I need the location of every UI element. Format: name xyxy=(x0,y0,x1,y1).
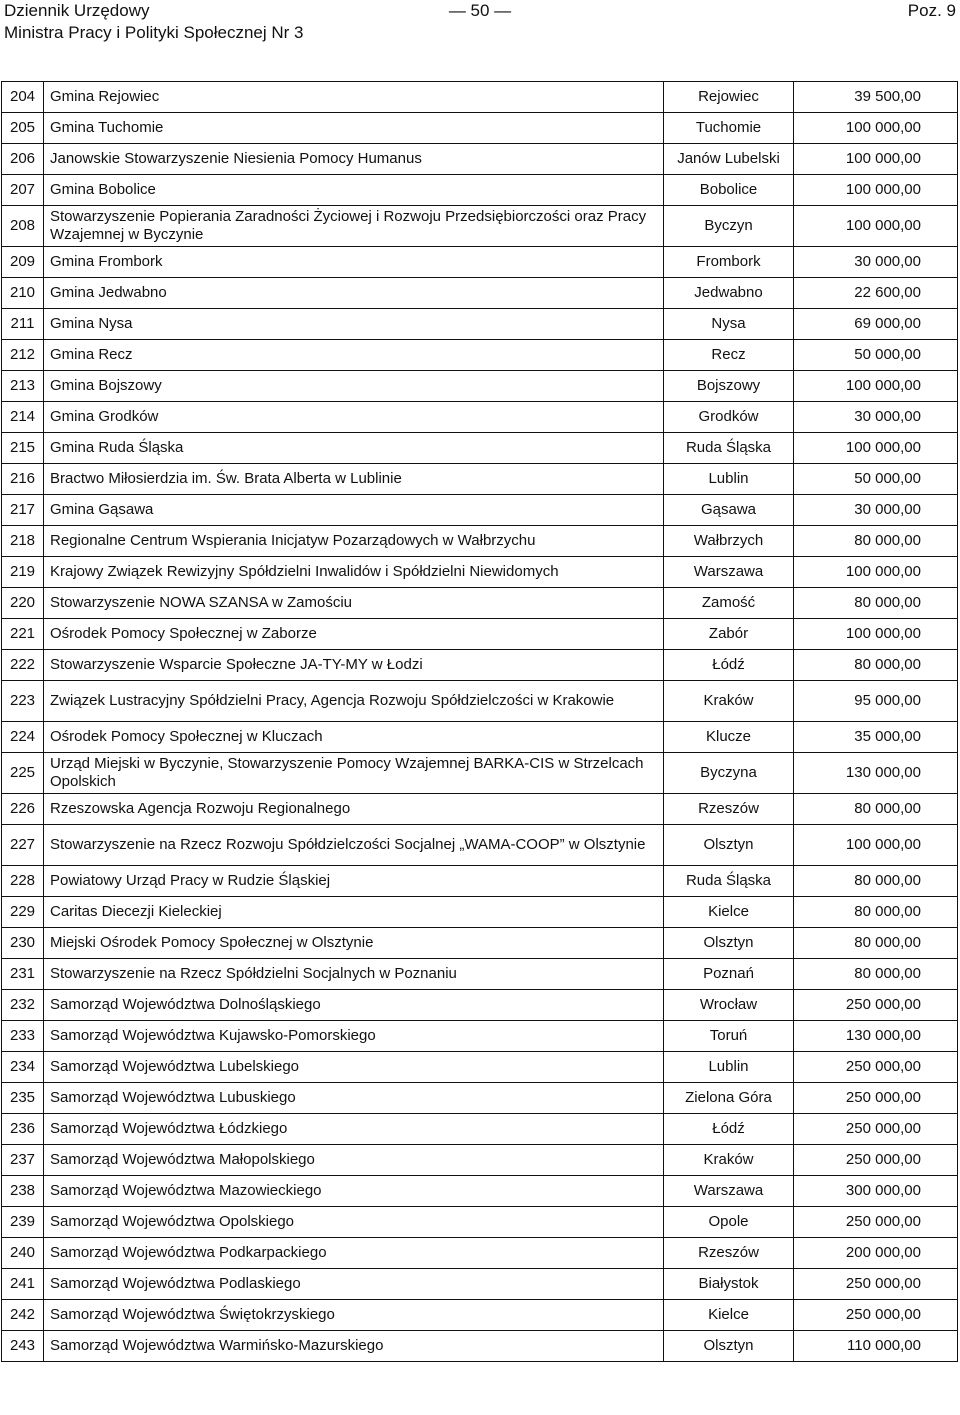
grant-amount: 100 000,00 xyxy=(794,557,958,588)
city-name: Frombork xyxy=(664,247,794,278)
table-row xyxy=(2,340,958,371)
row-number: 210 xyxy=(2,278,44,309)
organisation-name: Gmina Rejowiec xyxy=(44,82,664,113)
grant-amount: 100 000,00 xyxy=(794,113,958,144)
city-name: Janów Lubelski xyxy=(664,144,794,175)
row-number: 222 xyxy=(2,650,44,681)
row-number: 208 xyxy=(2,206,44,247)
table-row xyxy=(2,1238,958,1269)
table-row xyxy=(2,1269,958,1300)
grant-amount: 30 000,00 xyxy=(794,402,958,433)
table-row xyxy=(2,959,958,990)
table-row xyxy=(2,1176,958,1207)
table-row xyxy=(2,1114,958,1145)
grant-amount: 80 000,00 xyxy=(794,588,958,619)
organisation-name: Gmina Gąsawa xyxy=(44,495,664,526)
table-row xyxy=(2,495,958,526)
city-name: Bojszowy xyxy=(664,371,794,402)
city-name: Bobolice xyxy=(664,175,794,206)
organisation-name: Ośrodek Pomocy Społecznej w Zaborze xyxy=(44,619,664,650)
table-row xyxy=(2,722,958,753)
row-number: 240 xyxy=(2,1238,44,1269)
organisation-name: Samorząd Województwa Kujawsko-Pomorskiego xyxy=(44,1021,664,1052)
table-row xyxy=(2,175,958,206)
city-name: Poznań xyxy=(664,959,794,990)
organisation-name: Gmina Recz xyxy=(44,340,664,371)
row-number: 238 xyxy=(2,1176,44,1207)
row-number: 241 xyxy=(2,1269,44,1300)
table-row xyxy=(2,1021,958,1052)
grant-amount: 50 000,00 xyxy=(794,464,958,495)
grant-amount: 100 000,00 xyxy=(794,825,958,866)
grant-amount: 250 000,00 xyxy=(794,1300,958,1331)
city-name: Lublin xyxy=(664,1052,794,1083)
table-row xyxy=(2,619,958,650)
table-row xyxy=(2,1300,958,1331)
city-name: Olsztyn xyxy=(664,825,794,866)
table-row xyxy=(2,897,958,928)
city-name: Nysa xyxy=(664,309,794,340)
city-name: Toruń xyxy=(664,1021,794,1052)
grant-amount: 100 000,00 xyxy=(794,175,958,206)
city-name: Rzeszów xyxy=(664,794,794,825)
organisation-name: Samorząd Województwa Małopolskiego xyxy=(44,1145,664,1176)
row-number: 220 xyxy=(2,588,44,619)
organisation-name: Gmina Bobolice xyxy=(44,175,664,206)
organisation-name: Stowarzyszenie NOWA SZANSA w Zamościu xyxy=(44,588,664,619)
grant-amount: 35 000,00 xyxy=(794,722,958,753)
organisation-name: Gmina Grodków xyxy=(44,402,664,433)
city-name: Opole xyxy=(664,1207,794,1238)
row-number: 226 xyxy=(2,794,44,825)
grant-amount: 100 000,00 xyxy=(794,144,958,175)
city-name: Zielona Góra xyxy=(664,1083,794,1114)
table-row xyxy=(2,402,958,433)
grant-amount: 50 000,00 xyxy=(794,340,958,371)
row-number: 225 xyxy=(2,753,44,794)
grant-amount: 69 000,00 xyxy=(794,309,958,340)
grant-amount: 110 000,00 xyxy=(794,1331,958,1362)
grant-amount: 100 000,00 xyxy=(794,433,958,464)
grant-amount: 250 000,00 xyxy=(794,1114,958,1145)
table-row xyxy=(2,278,958,309)
city-name: Klucze xyxy=(664,722,794,753)
row-number: 236 xyxy=(2,1114,44,1145)
grant-amount: 250 000,00 xyxy=(794,990,958,1021)
grant-amount: 300 000,00 xyxy=(794,1176,958,1207)
row-number: 211 xyxy=(2,309,44,340)
organisation-name: Rzeszowska Agencja Rozwoju Regionalnego xyxy=(44,794,664,825)
organisation-name: Krajowy Związek Rewizyjny Spółdzielni Inwalidów i Spółdzielni Niewidomych xyxy=(44,557,664,588)
grant-amount: 80 000,00 xyxy=(794,526,958,557)
city-name: Warszawa xyxy=(664,557,794,588)
table-row xyxy=(2,794,958,825)
row-number: 215 xyxy=(2,433,44,464)
organisation-name: Gmina Tuchomie xyxy=(44,113,664,144)
row-number: 216 xyxy=(2,464,44,495)
row-number: 234 xyxy=(2,1052,44,1083)
row-number: 205 xyxy=(2,113,44,144)
organisation-name: Ośrodek Pomocy Społecznej w Kluczach xyxy=(44,722,664,753)
city-name: Ruda Śląska xyxy=(664,866,794,897)
row-number: 214 xyxy=(2,402,44,433)
grant-amount: 200 000,00 xyxy=(794,1238,958,1269)
organisation-name: Samorząd Województwa Podkarpackiego xyxy=(44,1238,664,1269)
city-name: Gąsawa xyxy=(664,495,794,526)
row-number: 212 xyxy=(2,340,44,371)
header-line xyxy=(4,0,956,22)
row-number: 243 xyxy=(2,1331,44,1362)
row-number: 230 xyxy=(2,928,44,959)
organisation-name: Miejski Ośrodek Pomocy Społecznej w Olsztynie xyxy=(44,928,664,959)
grant-amount: 39 500,00 xyxy=(794,82,958,113)
table-row xyxy=(2,990,958,1021)
grant-amount: 80 000,00 xyxy=(794,897,958,928)
grant-amount: 250 000,00 xyxy=(794,1083,958,1114)
table-row xyxy=(2,1145,958,1176)
table-row xyxy=(2,464,958,495)
city-name: Zabór xyxy=(664,619,794,650)
page-header xyxy=(0,0,960,44)
row-number: 229 xyxy=(2,897,44,928)
city-name: Kielce xyxy=(664,897,794,928)
row-number: 228 xyxy=(2,866,44,897)
row-number: 237 xyxy=(2,1145,44,1176)
organisation-name: Janowskie Stowarzyszenie Niesienia Pomocy Humanus xyxy=(44,144,664,175)
grants-table-body xyxy=(2,82,958,1362)
page-number: — 50 — xyxy=(448,1,512,20)
organisation-name: Samorząd Województwa Mazowieckiego xyxy=(44,1176,664,1207)
city-name: Ruda Śląska xyxy=(664,433,794,464)
row-number: 213 xyxy=(2,371,44,402)
table-row xyxy=(2,928,958,959)
organisation-name: Samorząd Województwa Lubuskiego xyxy=(44,1083,664,1114)
city-name: Łódź xyxy=(664,650,794,681)
city-name: Recz xyxy=(664,340,794,371)
table-row xyxy=(2,1207,958,1238)
organisation-name: Regionalne Centrum Wspierania Inicjatyw Pozarządowych w Wałbrzychu xyxy=(44,526,664,557)
ministry-name: Ministra Pracy i Polityki Społecznej Nr 3 xyxy=(4,23,304,42)
table-row xyxy=(2,113,958,144)
grant-amount: 100 000,00 xyxy=(794,619,958,650)
organisation-name: Urząd Miejski w Byczynie, Stowarzyszenie Pomocy Wzajemnej BARKA-CIS w Strzelcach Opolskich xyxy=(44,753,664,794)
organisation-name: Caritas Diecezji Kieleckiej xyxy=(44,897,664,928)
table-row xyxy=(2,433,958,464)
city-name: Lublin xyxy=(664,464,794,495)
organisation-name: Powiatowy Urząd Pracy w Rudzie Śląskiej xyxy=(44,866,664,897)
table-row xyxy=(2,557,958,588)
organisation-name: Stowarzyszenie Wsparcie Społeczne JA-TY-MY w Łodzi xyxy=(44,650,664,681)
table-row xyxy=(2,526,958,557)
city-name: Kraków xyxy=(664,681,794,722)
row-number: 233 xyxy=(2,1021,44,1052)
organisation-name: Gmina Bojszowy xyxy=(44,371,664,402)
row-number: 242 xyxy=(2,1300,44,1331)
table-row xyxy=(2,753,958,794)
row-number: 209 xyxy=(2,247,44,278)
grant-amount: 80 000,00 xyxy=(794,866,958,897)
row-number: 217 xyxy=(2,495,44,526)
grant-amount: 95 000,00 xyxy=(794,681,958,722)
row-number: 206 xyxy=(2,144,44,175)
grant-amount: 80 000,00 xyxy=(794,928,958,959)
table-row xyxy=(2,866,958,897)
row-number: 204 xyxy=(2,82,44,113)
grants-table xyxy=(1,81,958,1362)
table-row xyxy=(2,371,958,402)
table-row xyxy=(2,681,958,722)
table-row xyxy=(2,1331,958,1362)
journal-title: Dziennik Urzędowy xyxy=(4,1,150,20)
organisation-name: Bractwo Miłosierdzia im. Św. Brata Alberta w Lublinie xyxy=(44,464,664,495)
row-number: 224 xyxy=(2,722,44,753)
city-name: Olsztyn xyxy=(664,1331,794,1362)
grant-amount: 250 000,00 xyxy=(794,1052,958,1083)
organisation-name: Samorząd Województwa Opolskiego xyxy=(44,1207,664,1238)
organisation-name: Samorząd Województwa Dolnośląskiego xyxy=(44,990,664,1021)
city-name: Rejowiec xyxy=(664,82,794,113)
grant-amount: 30 000,00 xyxy=(794,247,958,278)
organisation-name: Samorząd Województwa Łódzkiego xyxy=(44,1114,664,1145)
table-row xyxy=(2,650,958,681)
grant-amount: 130 000,00 xyxy=(794,753,958,794)
city-name: Zamość xyxy=(664,588,794,619)
organisation-name: Gmina Jedwabno xyxy=(44,278,664,309)
organisation-name: Samorząd Województwa Świętokrzyskiego xyxy=(44,1300,664,1331)
city-name: Wrocław xyxy=(664,990,794,1021)
city-name: Rzeszów xyxy=(664,1238,794,1269)
row-number: 223 xyxy=(2,681,44,722)
grant-amount: 80 000,00 xyxy=(794,794,958,825)
city-name: Warszawa xyxy=(664,1176,794,1207)
position-number: Poz. 9 xyxy=(907,1,956,20)
grant-amount: 80 000,00 xyxy=(794,959,958,990)
table-row xyxy=(2,206,958,247)
row-number: 219 xyxy=(2,557,44,588)
row-number: 207 xyxy=(2,175,44,206)
grant-amount: 22 600,00 xyxy=(794,278,958,309)
organisation-name: Gmina Frombork xyxy=(44,247,664,278)
city-name: Łódź xyxy=(664,1114,794,1145)
table-row xyxy=(2,82,958,113)
city-name: Byczyna xyxy=(664,753,794,794)
organisation-name: Stowarzyszenie na Rzecz Rozwoju Spółdzielczości Socjalnej „WAMA-COOP” w Olsztynie xyxy=(44,825,664,866)
grant-amount: 250 000,00 xyxy=(794,1207,958,1238)
row-number: 227 xyxy=(2,825,44,866)
row-number: 231 xyxy=(2,959,44,990)
organisation-name: Samorząd Województwa Warmińsko-Mazurskiego xyxy=(44,1331,664,1362)
organisation-name: Gmina Ruda Śląska xyxy=(44,433,664,464)
table-row xyxy=(2,1052,958,1083)
city-name: Byczyn xyxy=(664,206,794,247)
grant-amount: 80 000,00 xyxy=(794,650,958,681)
row-number: 235 xyxy=(2,1083,44,1114)
city-name: Jedwabno xyxy=(664,278,794,309)
city-name: Olsztyn xyxy=(664,928,794,959)
grant-amount: 250 000,00 xyxy=(794,1145,958,1176)
table-row xyxy=(2,247,958,278)
table-row xyxy=(2,825,958,866)
organisation-name: Stowarzyszenie Popierania Zaradności Życiowej i Rozwoju Przedsiębiorczości oraz Pracy Wzajemnej w Byczynie xyxy=(44,206,664,247)
city-name: Kielce xyxy=(664,1300,794,1331)
row-number: 221 xyxy=(2,619,44,650)
grant-amount: 100 000,00 xyxy=(794,371,958,402)
organisation-name: Gmina Nysa xyxy=(44,309,664,340)
city-name: Białystok xyxy=(664,1269,794,1300)
city-name: Tuchomie xyxy=(664,113,794,144)
organisation-name: Samorząd Województwa Podlaskiego xyxy=(44,1269,664,1300)
grant-amount: 250 000,00 xyxy=(794,1269,958,1300)
city-name: Kraków xyxy=(664,1145,794,1176)
table-row xyxy=(2,588,958,619)
grant-amount: 30 000,00 xyxy=(794,495,958,526)
city-name: Wałbrzych xyxy=(664,526,794,557)
table-row xyxy=(2,1083,958,1114)
organisation-name: Samorząd Województwa Lubelskiego xyxy=(44,1052,664,1083)
row-number: 239 xyxy=(2,1207,44,1238)
grant-amount: 100 000,00 xyxy=(794,206,958,247)
organisation-name: Stowarzyszenie na Rzecz Spółdzielni Socjalnych w Poznaniu xyxy=(44,959,664,990)
organisation-name: Związek Lustracyjny Spółdzielni Pracy, Agencja Rozwoju Spółdzielczości w Krakowie xyxy=(44,681,664,722)
grant-amount: 130 000,00 xyxy=(794,1021,958,1052)
city-name: Grodków xyxy=(664,402,794,433)
table-row xyxy=(2,309,958,340)
table-row xyxy=(2,144,958,175)
row-number: 218 xyxy=(2,526,44,557)
row-number: 232 xyxy=(2,990,44,1021)
